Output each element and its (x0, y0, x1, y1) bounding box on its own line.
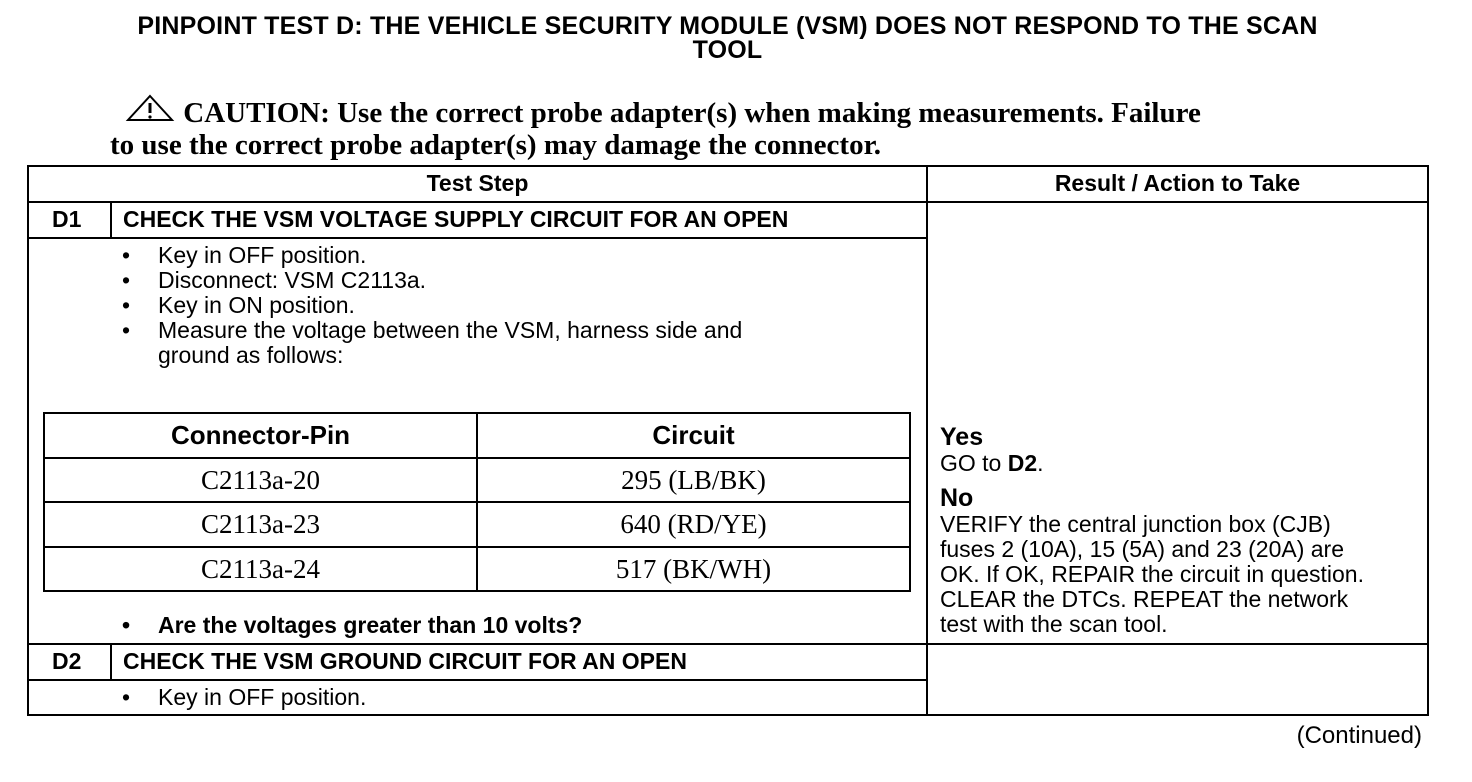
list-item (118, 318, 918, 368)
table-left-border (27, 165, 29, 716)
measure-line-2: ground as follows: (158, 342, 344, 368)
result-no-label: No (940, 484, 974, 512)
result-no-line: CLEAR the DTCs. REPEAT the network (940, 586, 1349, 612)
table-header-divider (27, 201, 1429, 203)
table-right-border (1427, 165, 1429, 716)
table-column-divider (926, 165, 928, 716)
list-item: • Disconnect: VSM C2113a. (118, 268, 918, 293)
circuit-cell: 295 (LB/BK) (621, 465, 766, 495)
pin-header-circuit: Circuit (652, 420, 735, 450)
caution-note (110, 94, 1410, 161)
table-bottom-border (27, 714, 1429, 716)
pin-cell: C2113a-24 (201, 554, 320, 584)
result-yes-suffix: . (1037, 450, 1044, 476)
result-no-line: VERIFY the central junction box (CJB) (940, 511, 1331, 537)
step-id-d1: D1 (52, 206, 82, 232)
result-no-line: OK. If OK, REPAIR the circuit in question. (940, 561, 1364, 587)
result-yes-target: D2 (1007, 450, 1038, 476)
d2-row-divider (27, 643, 1429, 645)
list-item: • Key in OFF position. (118, 685, 918, 710)
pin-table-right-border (909, 412, 911, 592)
d1-result (940, 423, 1420, 637)
caution-line-2: to use the correct probe adapter(s) may damage the connector. (110, 129, 882, 161)
result-yes-action (940, 451, 1420, 476)
header-result-action: Result / Action to Take (1054, 170, 1301, 196)
step-id-d2: D2 (52, 648, 82, 674)
pin-cell: C2113a-20 (201, 465, 320, 495)
d1-question: • Are the voltages greater than 10 volts? (118, 613, 918, 638)
pin-header-connector-pin: Connector-Pin (170, 420, 351, 450)
step-title-d2: CHECK THE VSM GROUND CIRCUIT FOR AN OPEN (123, 648, 687, 674)
measure-line-1: Measure the voltage between the VSM, harness side and (158, 317, 743, 343)
page-title (0, 14, 1455, 62)
circuit-cell: 517 (BK/WH) (615, 554, 772, 584)
list-item: • Key in ON position. (118, 293, 918, 318)
page-title-line-2: TOOL (692, 36, 763, 64)
step-title-d1: CHECK THE VSM VOLTAGE SUPPLY CIRCUIT FOR AN OPEN (123, 206, 789, 232)
caution-line-1: CAUTION: Use the correct probe adapter(s) when making measurements. Failure (183, 97, 1201, 129)
d1-question-list (118, 613, 918, 638)
table-top-border (27, 165, 1429, 167)
d2-title-divider (27, 679, 928, 681)
d1-title-divider (27, 237, 928, 239)
continued-note: (Continued) (1296, 722, 1422, 749)
list-item: • Key in OFF position. (118, 243, 918, 268)
page-title-line-1: PINPOINT TEST D: THE VEHICLE SECURITY MODULE (VSM) DOES NOT RESPOND TO THE SCAN (137, 12, 1318, 40)
d2-instructions-list (118, 685, 918, 710)
result-no-line: test with the scan tool. (940, 611, 1168, 637)
d1-id-divider (110, 201, 112, 238)
pin-cell: C2113a-23 (201, 509, 320, 539)
warning-triangle-icon (124, 94, 176, 124)
circuit-cell: 640 (RD/YE) (620, 509, 767, 539)
result-yes-label: Yes (940, 423, 984, 451)
d1-instructions-list (118, 243, 918, 368)
header-test-step: Test Step (426, 170, 529, 196)
result-no-line: fuses 2 (10A), 15 (5A) and 23 (20A) are (940, 536, 1344, 562)
result-yes-prefix: GO to (940, 450, 1008, 476)
d2-id-divider (110, 643, 112, 680)
